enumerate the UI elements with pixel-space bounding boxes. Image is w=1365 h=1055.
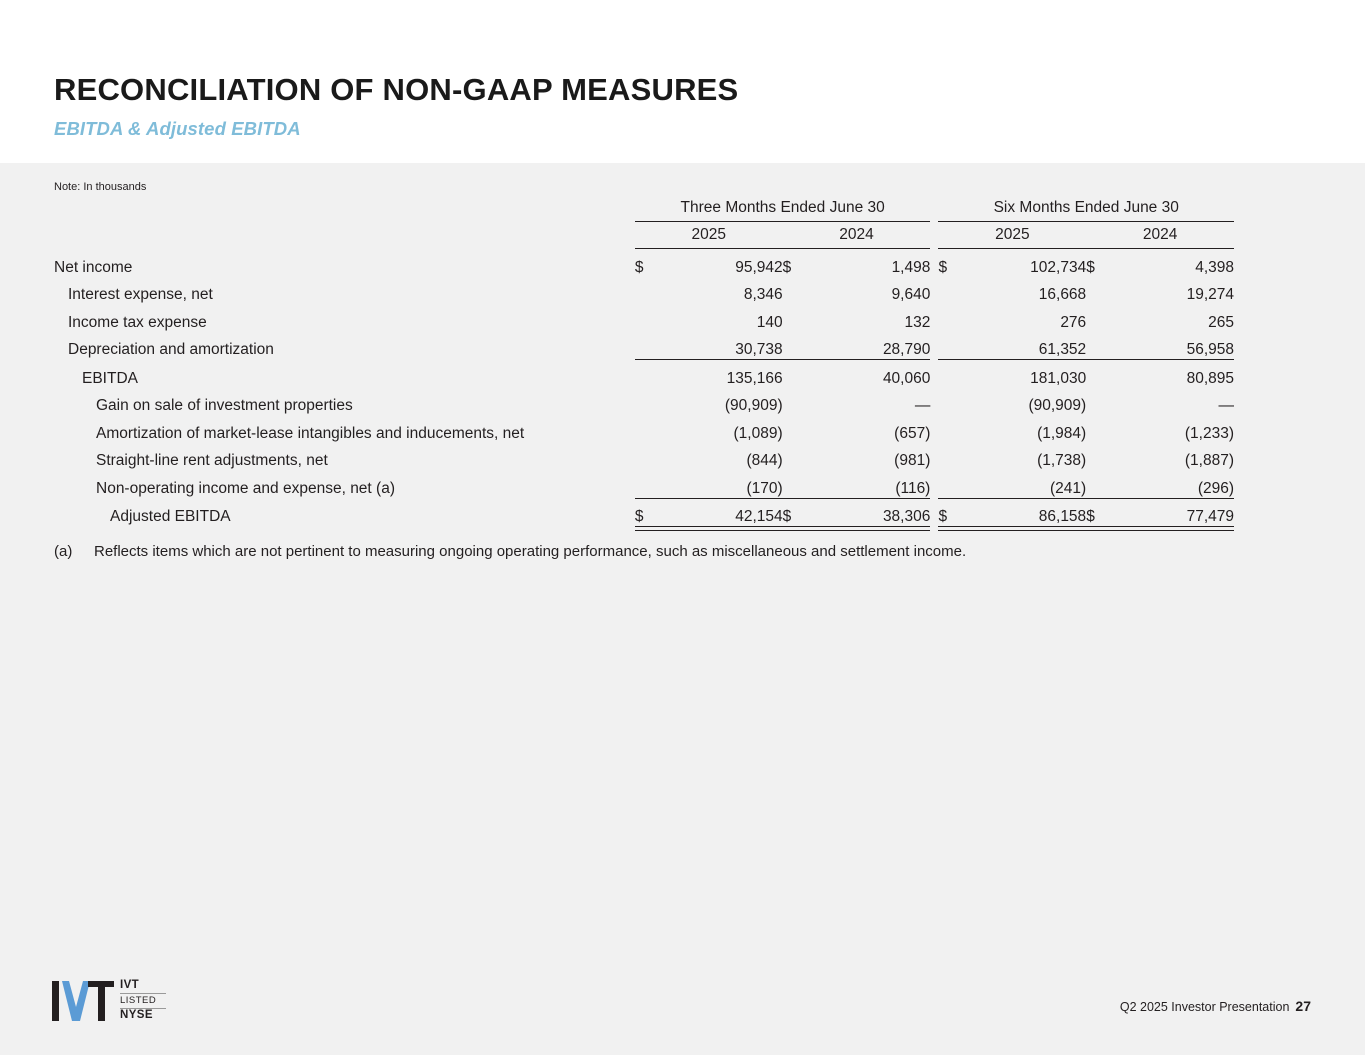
row-label: Adjusted EBITDA	[110, 508, 231, 525]
footer-label: Q2 2025 Investor Presentation	[1119, 1000, 1290, 1014]
currency-symbol: $	[1086, 508, 1095, 525]
row-value: 265	[1208, 313, 1234, 331]
row-label: Gain on sale of investment properties	[96, 397, 353, 414]
logo-listed: LISTED	[120, 993, 166, 1010]
currency-symbol	[783, 470, 811, 498]
currency-symbol	[635, 415, 663, 443]
currency-symbol	[938, 388, 966, 416]
table-group-header-row	[54, 196, 1234, 222]
row-value: (90,909)	[1028, 397, 1087, 414]
page-number: 27	[1295, 998, 1311, 1014]
currency-symbol	[938, 360, 966, 388]
logo-text-block	[120, 979, 166, 1023]
currency-symbol	[783, 277, 811, 305]
spacer-cell	[930, 360, 938, 388]
row-value: 86,158	[1038, 508, 1087, 525]
row-value: 30,738	[735, 341, 783, 358]
row-value: 135,166	[726, 369, 783, 387]
row-label: Amortization of market-lease intangibles and inducements, net	[96, 424, 525, 442]
row-value: 38,306	[882, 508, 931, 525]
row-value: 16,668	[1038, 286, 1087, 303]
currency-symbol	[1086, 360, 1114, 388]
row-value: 1,498	[891, 258, 931, 276]
row-value: 80,895	[1186, 369, 1234, 387]
spacer-cell	[54, 196, 635, 222]
row-label: Income tax expense	[68, 313, 207, 331]
currency-symbol	[1086, 443, 1114, 471]
row-value: 19,274	[1186, 286, 1234, 303]
rule-cell	[635, 526, 783, 531]
row-value: 56,958	[1186, 341, 1234, 358]
spacer-cell	[930, 249, 938, 277]
row-value: (296)	[1197, 479, 1234, 497]
spacer-cell	[930, 304, 938, 332]
spacer-cell	[930, 222, 938, 249]
row-value: 276	[1060, 313, 1087, 331]
footnote	[54, 543, 966, 560]
table-row	[54, 388, 1234, 416]
row-label: EBITDA	[82, 369, 138, 387]
logo-ticker: IVT	[120, 979, 140, 991]
table-row	[54, 332, 1234, 360]
row-label: Straight-line rent adjustments, net	[96, 452, 328, 469]
units-note: Note: In thousands	[54, 181, 147, 193]
table-year-header-row	[54, 222, 1234, 249]
currency-symbol	[1086, 470, 1114, 498]
table-row	[54, 304, 1234, 332]
group-header-six-months: Six Months Ended June 30	[938, 196, 1234, 222]
row-value: 132	[904, 313, 931, 331]
currency-symbol	[1086, 277, 1114, 305]
row-value: —	[1218, 397, 1234, 414]
currency-symbol: $	[938, 258, 948, 276]
row-value: 4,398	[1195, 258, 1234, 276]
currency-symbol	[635, 332, 663, 360]
row-value: (1,233)	[1184, 424, 1234, 442]
currency-symbol	[783, 415, 811, 443]
currency-symbol	[783, 443, 811, 471]
row-value: (90,909)	[724, 397, 783, 414]
currency-symbol	[938, 470, 966, 498]
table-row	[54, 277, 1234, 305]
spacer-cell	[930, 499, 938, 527]
row-label: Interest expense, net	[68, 286, 213, 303]
currency-symbol	[635, 388, 663, 416]
currency-symbol	[635, 443, 663, 471]
currency-symbol	[938, 332, 966, 360]
table-rule-row	[54, 526, 1234, 531]
row-value: (981)	[894, 452, 931, 469]
currency-symbol: $	[782, 508, 792, 525]
spacer-cell	[930, 388, 938, 416]
row-label: Non-operating income and expense, net (a)	[96, 479, 395, 497]
row-label: Depreciation and amortization	[68, 341, 274, 358]
group-header-three-months: Three Months Ended June 30	[635, 196, 930, 222]
currency-symbol	[938, 277, 966, 305]
reconciliation-table	[54, 196, 1234, 531]
spacer-cell	[930, 196, 938, 222]
ivt-logo-icon	[52, 981, 114, 1021]
year-header-ytd-2024: 2024	[1086, 222, 1234, 249]
year-header-q2-2025: 2025	[635, 222, 783, 249]
rule-cell	[783, 526, 931, 531]
currency-symbol	[1086, 332, 1114, 360]
row-value: (657)	[894, 424, 931, 442]
currency-symbol	[635, 470, 663, 498]
table-row	[54, 415, 1234, 443]
currency-symbol	[1086, 304, 1114, 332]
currency-symbol	[783, 304, 811, 332]
currency-symbol	[938, 304, 966, 332]
row-value: (241)	[1050, 479, 1087, 497]
page-subtitle: EBITDA & Adjusted EBITDA	[54, 118, 301, 139]
currency-symbol: $	[634, 258, 644, 276]
header-band	[0, 0, 1365, 163]
logo-exchange: NYSE	[120, 1009, 153, 1021]
footnote-marker: (a)	[54, 543, 73, 560]
table-row	[54, 470, 1234, 498]
row-value: (1,738)	[1037, 452, 1087, 469]
spacer-cell	[930, 470, 938, 498]
row-value: —	[914, 397, 931, 414]
row-value: 181,030	[1030, 369, 1087, 387]
company-logo	[52, 979, 212, 1023]
currency-symbol	[1086, 415, 1114, 443]
table-row	[54, 249, 1234, 277]
currency-symbol	[1086, 388, 1114, 416]
row-value: (844)	[746, 452, 783, 469]
row-value: 77,479	[1186, 508, 1234, 525]
spacer-cell	[930, 415, 938, 443]
table-body	[54, 249, 1234, 531]
currency-symbol	[938, 443, 966, 471]
page-title: RECONCILIATION OF NON-GAAP MEASURES	[54, 72, 739, 107]
currency-symbol: $	[1086, 258, 1095, 276]
row-value: 9,640	[891, 286, 931, 303]
row-label: Net income	[54, 258, 133, 276]
row-value: 8,346	[743, 286, 783, 303]
row-value: 40,060	[882, 369, 931, 387]
currency-symbol	[635, 277, 663, 305]
year-header-ytd-2025: 2025	[938, 222, 1086, 249]
row-value: (116)	[895, 479, 931, 497]
spacer-cell	[930, 277, 938, 305]
currency-symbol: $	[782, 258, 792, 276]
currency-symbol	[783, 388, 811, 416]
currency-symbol: $	[938, 508, 948, 525]
row-value: 61,352	[1038, 341, 1087, 358]
row-value: (1,984)	[1037, 424, 1087, 442]
currency-symbol	[938, 415, 966, 443]
currency-symbol	[635, 304, 663, 332]
table-row	[54, 443, 1234, 471]
currency-symbol: $	[634, 508, 644, 525]
table-row	[54, 360, 1234, 388]
rule-cell	[1086, 526, 1234, 531]
row-value: 42,154	[735, 508, 783, 525]
footer	[1120, 998, 1311, 1014]
currency-symbol	[783, 360, 811, 388]
row-value: 102,734	[1030, 258, 1087, 276]
year-header-q2-2024: 2024	[783, 222, 931, 249]
row-value: 95,942	[735, 258, 783, 276]
spacer-cell	[930, 526, 938, 531]
spacer-cell	[54, 222, 635, 249]
spacer-cell	[54, 526, 635, 531]
table-row	[54, 499, 1234, 527]
row-value: (1,887)	[1184, 452, 1234, 469]
spacer-cell	[930, 332, 938, 360]
row-value: 28,790	[882, 341, 931, 358]
currency-symbol	[783, 332, 811, 360]
row-value: (1,089)	[733, 424, 783, 442]
rule-cell	[938, 526, 1086, 531]
row-value: (170)	[746, 479, 783, 497]
footnote-text: Reflects items which are not pertinent to measuring ongoing operating performance, such as miscellaneous and settlement income.	[94, 543, 967, 560]
row-value: 140	[756, 313, 783, 331]
currency-symbol	[635, 360, 663, 388]
spacer-cell	[930, 443, 938, 471]
